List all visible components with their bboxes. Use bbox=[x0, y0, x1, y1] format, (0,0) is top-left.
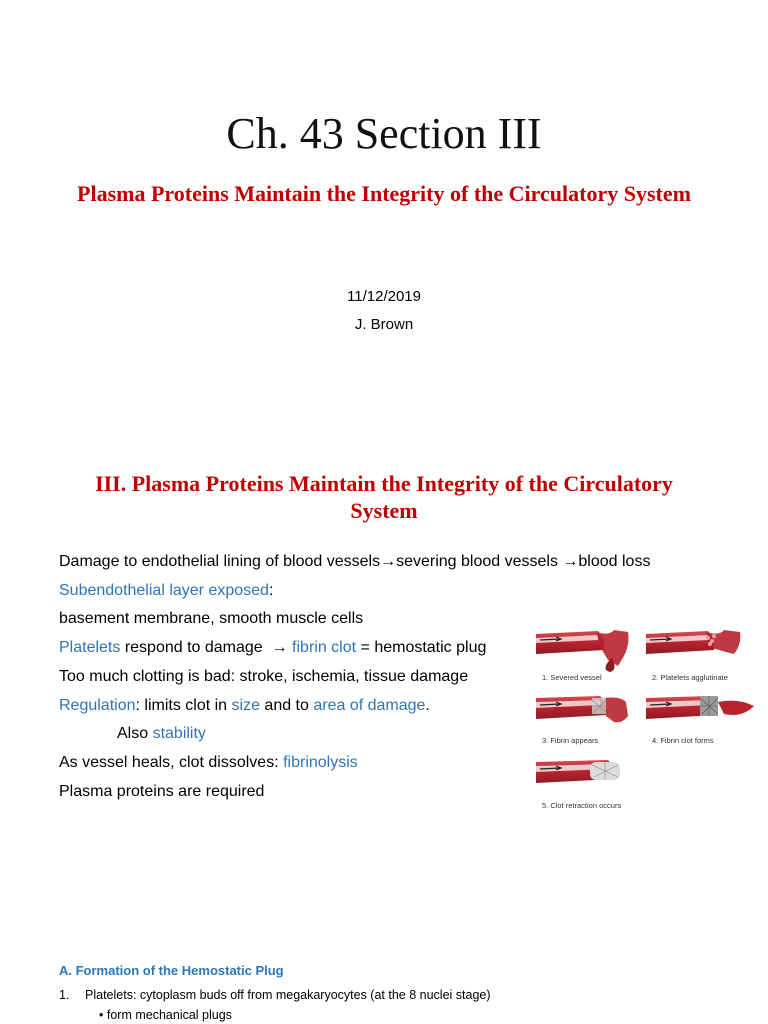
outline-item-1 bbox=[59, 988, 491, 1002]
fibrin-appears-illustration bbox=[536, 696, 628, 722]
line-text: : limits clot in bbox=[135, 696, 232, 714]
slide-subtitle: Plasma Proteins Maintain the Integrity of the Circulatory System bbox=[77, 181, 691, 206]
line-text: : bbox=[268, 581, 274, 599]
platelets-agglutinate-illustration bbox=[646, 630, 740, 654]
subitem-text: form mechanical plugs bbox=[106, 1008, 232, 1022]
line-platelets bbox=[59, 634, 529, 663]
fibrin-clot-illustration bbox=[646, 696, 754, 719]
caption-1: 1. Severed vessel bbox=[542, 673, 602, 682]
line-text: severing blood vessels bbox=[396, 553, 563, 570]
highlight-text: fibrinolysis bbox=[283, 753, 358, 771]
line-stability bbox=[59, 720, 529, 749]
highlight-text: area of damage bbox=[313, 696, 426, 714]
item-number: 1. bbox=[59, 988, 70, 1002]
highlight-text: fibrin clot bbox=[292, 639, 357, 657]
line-text: = hemostatic plug bbox=[356, 639, 487, 657]
line-text: As vessel heals, clot dissolves: bbox=[59, 753, 284, 771]
caption-2: 2. Platelets agglutinate bbox=[652, 673, 728, 682]
line-text: respond to damage bbox=[120, 639, 272, 657]
highlight-text: stability bbox=[152, 725, 206, 743]
line-too-much: Too much clotting is bad: stroke, ischemia, tissue damage bbox=[59, 667, 469, 685]
title-slide bbox=[0, 0, 768, 430]
caption-3: 3. Fibrin appears bbox=[542, 736, 599, 745]
item-text: Platelets: cytoplasm buds off from megakaryocytes (at the 8 nuclei stage) bbox=[85, 988, 491, 1002]
section-title: III. Plasma Proteins Maintain the Integrity of the Circulatory System bbox=[95, 471, 673, 523]
line-damage bbox=[59, 548, 651, 577]
slide-title: Ch. 43 Section III bbox=[226, 109, 542, 158]
highlight-text: Platelets bbox=[59, 639, 121, 657]
outline-subitem bbox=[99, 1008, 232, 1022]
line-text: and to bbox=[259, 696, 314, 714]
line-fibrinolysis bbox=[59, 749, 529, 778]
outline-heading: A. Formation of the Hemostatic Plug bbox=[59, 963, 284, 978]
highlight-text: Regulation bbox=[59, 696, 136, 714]
line-basement: basement membrane, smooth muscle cells bbox=[59, 610, 364, 628]
highlight-text: Subendothelial layer exposed bbox=[59, 581, 269, 599]
line-subendothelial bbox=[59, 577, 529, 606]
line-regulation bbox=[59, 692, 529, 721]
arrow-icon: → bbox=[562, 553, 579, 570]
outline-slide bbox=[0, 930, 768, 1024]
line-text: Also bbox=[117, 725, 153, 743]
content-slide bbox=[0, 430, 768, 930]
line-text: blood loss bbox=[578, 553, 651, 570]
severed-vessel-illustration bbox=[536, 630, 629, 672]
highlight-text: size bbox=[231, 696, 260, 714]
line-text: Damage to endothelial lining of blood vessels bbox=[59, 553, 381, 570]
clotting-diagram bbox=[528, 626, 768, 816]
slide-author: J. Brown bbox=[354, 316, 414, 333]
caption-5: 5. Clot retraction occurs bbox=[542, 801, 622, 810]
bullet-icon: • bbox=[99, 1008, 104, 1022]
caption-4: 4. Fibrin clot forms bbox=[652, 736, 714, 745]
clot-retraction-illustration bbox=[536, 760, 620, 783]
line-plasma: Plasma proteins are required bbox=[59, 782, 265, 800]
slide-date: 11/12/2019 bbox=[347, 288, 421, 305]
arrow-icon: → bbox=[380, 553, 397, 570]
arrow-icon: → bbox=[271, 639, 288, 657]
line-text: . bbox=[425, 696, 430, 714]
